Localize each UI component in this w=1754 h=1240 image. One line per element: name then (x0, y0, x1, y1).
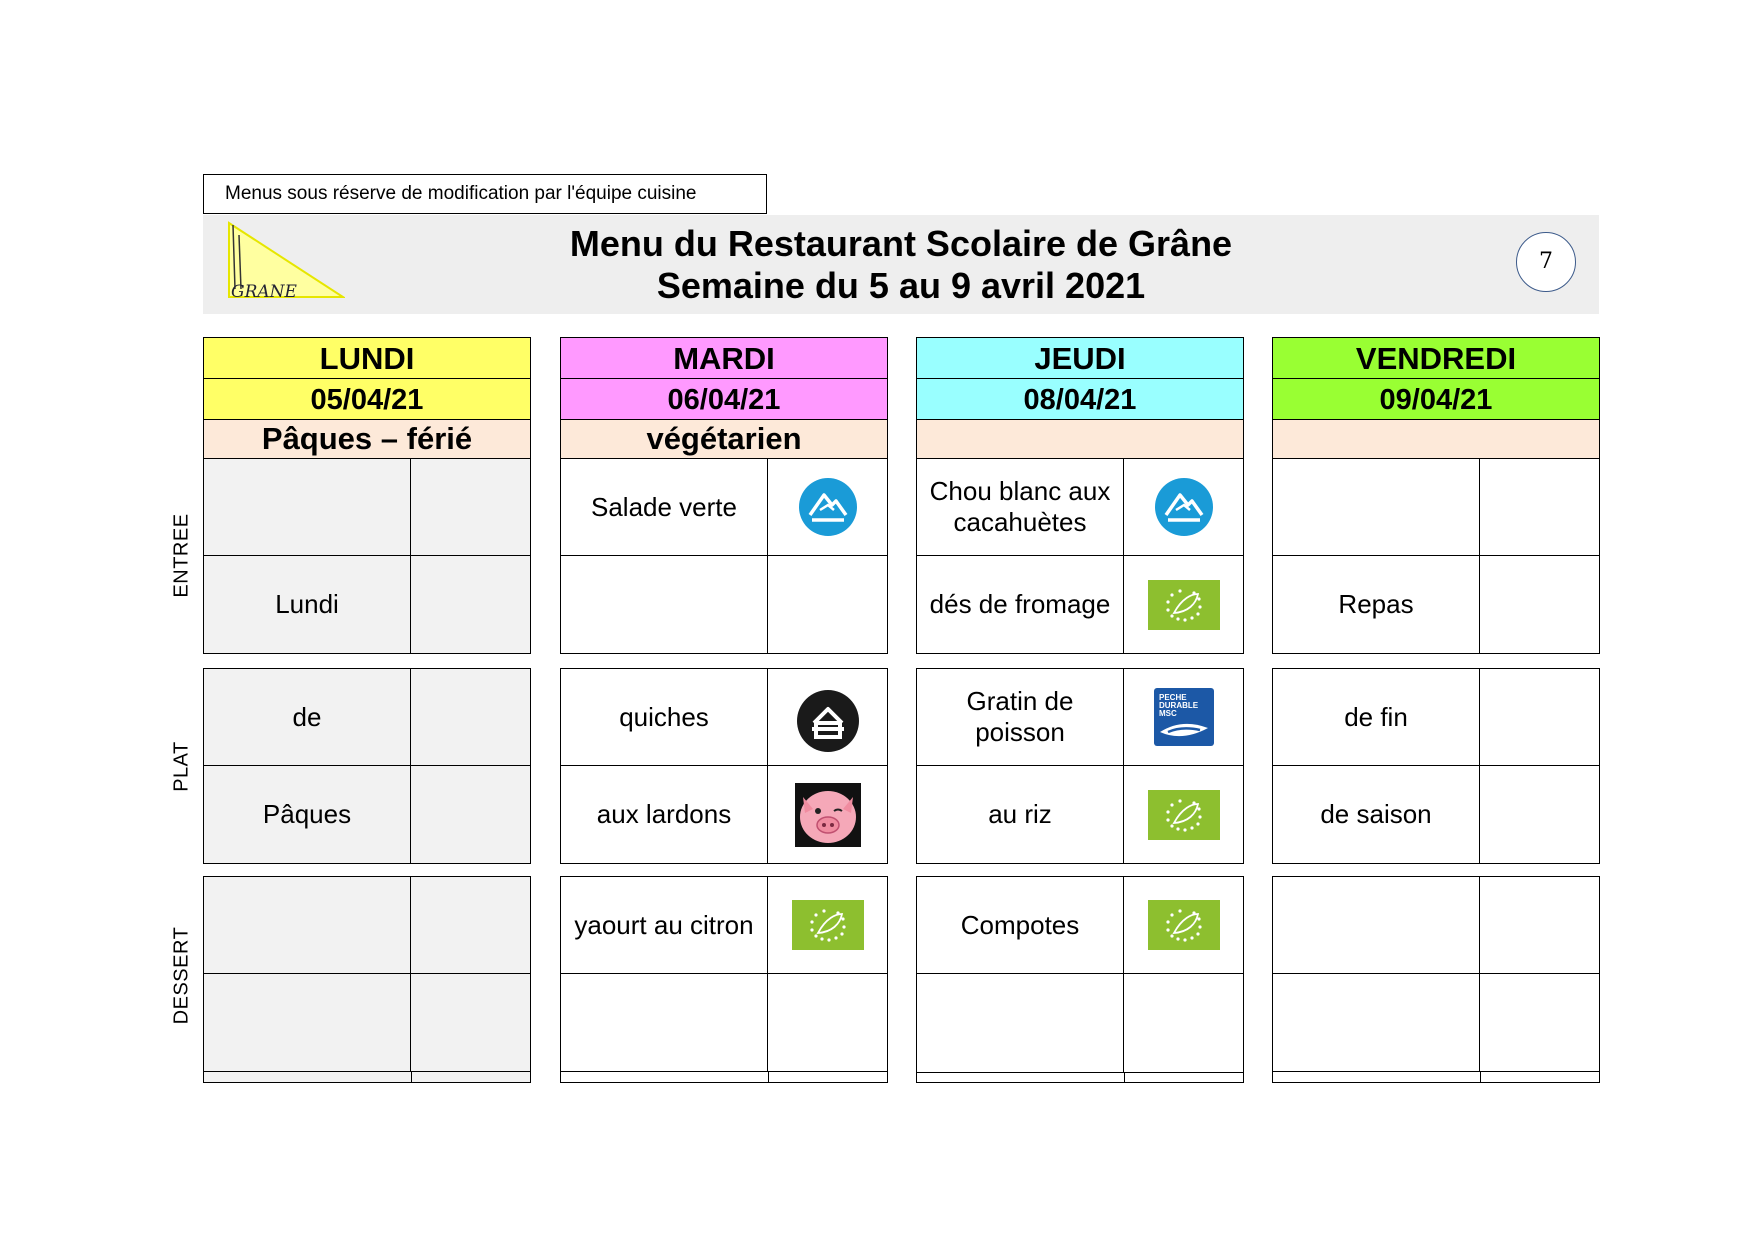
dish-name: au riz (917, 766, 1124, 863)
menu-row (560, 766, 888, 864)
menu-row (560, 556, 888, 654)
day-date: 06/04/21 (560, 378, 888, 419)
pork-icon (795, 783, 861, 847)
dessert-block (560, 876, 888, 1083)
entree-block (1272, 458, 1600, 654)
section-label-plat: PLAT (170, 741, 193, 792)
dish-name: de (204, 669, 411, 765)
label-cell (411, 459, 530, 555)
label-cell (1480, 877, 1599, 973)
label-cell (1124, 669, 1243, 765)
day-note (1272, 419, 1600, 458)
section-label-entree: ENTREE (170, 513, 193, 598)
title-line-1: Menu du Restaurant Scolaire de Grâne (569, 223, 1233, 264)
dish-name: de saison (1273, 766, 1480, 863)
organic-leaf-icon (1148, 900, 1220, 950)
dish-name: de fin (1273, 669, 1480, 765)
dish-name: Pâques (204, 766, 411, 863)
label-cell (768, 669, 887, 765)
menu-row (1272, 458, 1600, 556)
dish-name (561, 974, 768, 1071)
menu-row (916, 766, 1244, 864)
day-column-lundi (203, 337, 531, 829)
table-footer-row (916, 1072, 1244, 1083)
dish-name (1273, 877, 1480, 973)
svg-text:GRANE: GRANE (231, 282, 297, 301)
title-line-2: Semaine du 5 au 9 avril 2021 (656, 265, 1146, 306)
page-title (203, 223, 1599, 307)
table-footer-row (560, 1072, 888, 1083)
day-name: MARDI (560, 337, 888, 378)
label-cell (1480, 669, 1599, 765)
header-banner (203, 215, 1599, 314)
menu-row (560, 668, 888, 766)
dish-name: Repas (1273, 556, 1480, 653)
label-cell (768, 556, 887, 653)
entree-block (560, 458, 888, 654)
dish-name: aux lardons (561, 766, 768, 863)
dish-name: Salade verte (561, 459, 768, 555)
label-cell (1124, 877, 1243, 973)
menu-row (916, 876, 1244, 974)
table-footer-row (203, 1072, 531, 1083)
week-number-badge: 7 (1516, 232, 1576, 292)
menu-row (916, 556, 1244, 654)
dish-name (1273, 974, 1480, 1071)
menu-row (1272, 766, 1600, 864)
menu-row (916, 458, 1244, 556)
day-name: LUNDI (203, 337, 531, 378)
label-cell (1124, 459, 1243, 555)
dish-name (1273, 459, 1480, 555)
menu-row (203, 876, 531, 974)
menu-row (203, 766, 531, 864)
dish-name: Lundi (204, 556, 411, 653)
dish-name: Chou blanc aux cacahuètes (917, 459, 1124, 555)
menu-row (560, 458, 888, 556)
menu-row (1272, 974, 1600, 1072)
menu-row (1272, 556, 1600, 654)
menu-row (916, 974, 1244, 1072)
dessert-block (916, 876, 1244, 1083)
day-column-mardi (560, 337, 888, 940)
label-cell (411, 766, 530, 863)
label-cell (768, 877, 887, 973)
msc-sustainable-fishing-icon (1154, 688, 1214, 746)
dish-name (917, 974, 1124, 1072)
dish-name (204, 974, 411, 1071)
label-cell (1480, 556, 1599, 653)
dish-name: Compotes (917, 877, 1124, 973)
plat-block (560, 668, 888, 864)
dessert-block (203, 876, 531, 1083)
organic-leaf-icon (1148, 790, 1220, 840)
day-name: VENDREDI (1272, 337, 1600, 378)
dish-name (204, 877, 411, 973)
dish-name: yaourt au citron (561, 877, 768, 973)
label-cell (1480, 459, 1599, 555)
menu-row (203, 556, 531, 654)
menu-row (203, 668, 531, 766)
day-note: végétarien (560, 419, 888, 458)
menu-row (203, 458, 531, 556)
day-column-vendredi (1272, 337, 1600, 829)
label-cell (1480, 974, 1599, 1071)
label-cell (768, 974, 887, 1071)
day-column-jeudi (916, 337, 1244, 940)
entree-block (203, 458, 531, 654)
menu-row (1272, 876, 1600, 974)
dish-name (204, 459, 411, 555)
dish-name (561, 556, 768, 653)
label-cell (768, 459, 887, 555)
menu-row (560, 974, 888, 1072)
organic-leaf-icon (1148, 580, 1220, 630)
disclaimer-note: Menus sous réserve de modification par l'équipe cuisine (203, 174, 767, 214)
label-cell (411, 974, 530, 1071)
plat-block (203, 668, 531, 864)
plat-block (916, 668, 1244, 864)
label-cell (411, 669, 530, 765)
dessert-block (1272, 876, 1600, 1083)
plat-block (1272, 668, 1600, 864)
day-date: 05/04/21 (203, 378, 531, 419)
dish-name: Gratin de poisson (917, 669, 1124, 765)
day-note: Pâques – férié (203, 419, 531, 458)
label-cell (1124, 766, 1243, 863)
menu-row (1272, 668, 1600, 766)
menu-row (203, 974, 531, 1072)
label-cell (1124, 556, 1243, 653)
section-label-dessert: DESSERT (170, 926, 193, 1025)
day-date: 08/04/21 (916, 378, 1244, 419)
day-name: JEUDI (916, 337, 1244, 378)
label-cell (411, 877, 530, 973)
label-cell (768, 766, 887, 863)
table-footer-row (1272, 1072, 1600, 1083)
label-cell (1124, 974, 1243, 1072)
entree-block (916, 458, 1244, 654)
label-cell (1480, 766, 1599, 863)
menu-row (560, 876, 888, 974)
menu-row (916, 668, 1244, 766)
fait-maison-icon (794, 681, 862, 753)
dish-name: dés de fromage (917, 556, 1124, 653)
day-date: 09/04/21 (1272, 378, 1600, 419)
day-note (916, 419, 1244, 458)
local-mountain-icon (798, 477, 858, 537)
dish-name: quiches (561, 669, 768, 765)
label-cell (411, 556, 530, 653)
local-mountain-icon (1154, 477, 1214, 537)
organic-leaf-icon (792, 900, 864, 950)
